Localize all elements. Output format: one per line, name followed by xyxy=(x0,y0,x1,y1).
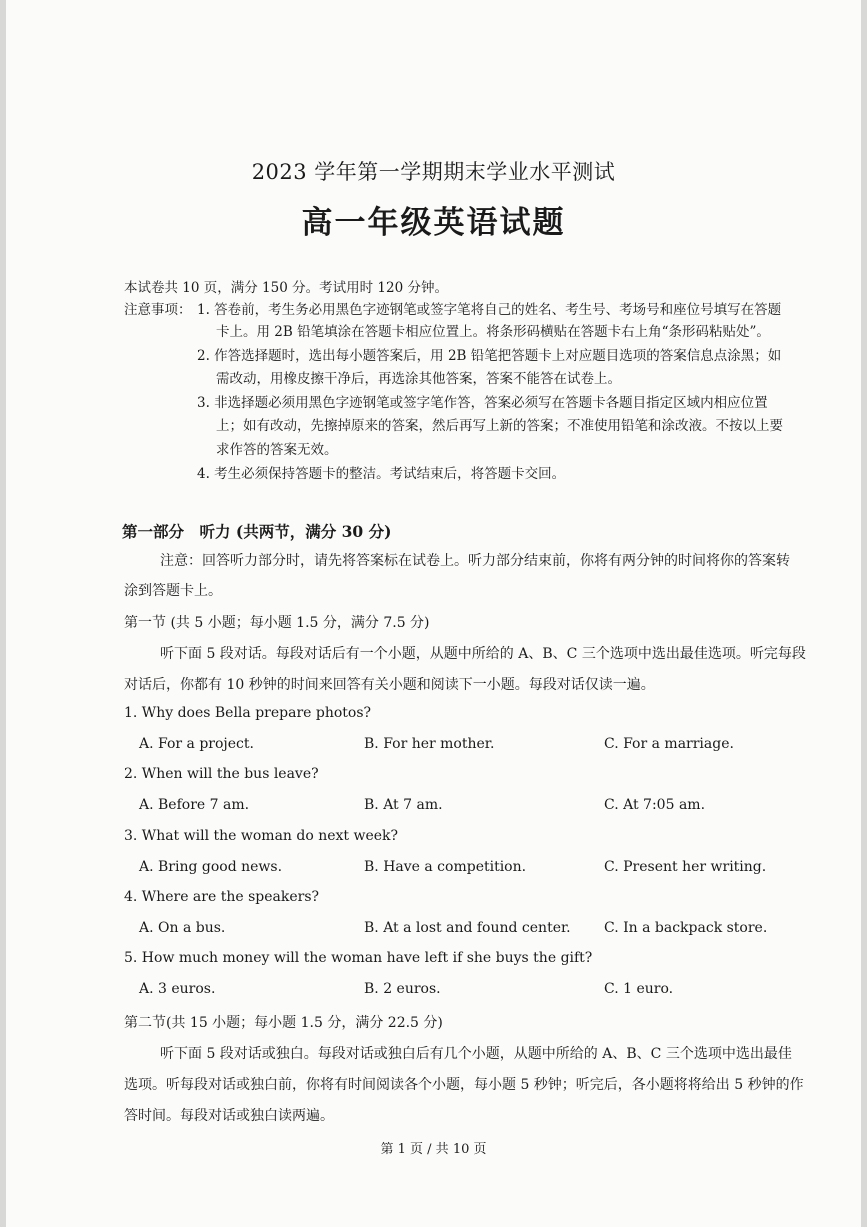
exam-info: 本试卷共 10 页，满分 150 分。考试用时 120 分钟。 xyxy=(124,280,448,296)
section2-heading: 第二节(共 15 小题；每小题 1.5 分，满分 22.5 分) xyxy=(124,1015,443,1031)
question-1-option-b: B. For her mother. xyxy=(364,736,495,752)
note-1-line-2: 卡上。用 2B 铅笔填涂在答题卡相应位置上。将条形码横贴在答题卡右上角“条形码粘贴处”。 xyxy=(216,324,770,340)
question-5: 5. How much money will the woman have left if she buys the gift? xyxy=(124,950,593,966)
question-2: 2. When will the bus leave? xyxy=(124,766,319,782)
note-2-line-1: 2. 作答选择题时，选出每小题答案后，用 2B 铅笔把答题卡上对应题目选项的答案信息点涂黑；如 xyxy=(197,348,782,364)
exam-subtitle: 2023 学年第一学期期末学业水平测试 xyxy=(251,160,616,184)
page-footer: 第 1 页 / 共 10 页 xyxy=(380,1142,487,1157)
note-1-line-1: 1. 答卷前，考生务必用黑色字迹钢笔或签字笔将自己的姓名、考生号、考场号和座位号填写在答题 xyxy=(197,302,782,318)
question-1-option-a: A. For a project. xyxy=(139,736,254,752)
question-5-option-b: B. 2 euros. xyxy=(364,981,441,997)
question-3-option-b: B. Have a competition. xyxy=(364,859,527,875)
part1-note-line-1: 注意：回答听力部分时，请先将答案标在试卷上。听力部分结束前，你将有两分钟的时间将你的答案转 xyxy=(160,553,790,569)
part1-heading: 第一部分 听力 (共两节，满分 30 分) xyxy=(122,522,392,541)
question-4: 4. Where are the speakers? xyxy=(124,889,320,905)
question-4-option-b: B. At a lost and found center. xyxy=(364,920,571,936)
section2-instructions-line-3: 答时间。每段对话或独白读两遍。 xyxy=(124,1108,334,1124)
question-4-option-c: C. In a backpack store. xyxy=(604,920,768,936)
part1-note-line-2: 涂到答题卡上。 xyxy=(124,583,222,599)
section2-instructions-line-1: 听下面 5 段对话或独白。每段对话或独白后有几个小题，从题中所给的 A、B、C 三个选项中选出最佳 xyxy=(160,1046,792,1062)
question-4-option-a: A. On a bus. xyxy=(139,920,226,936)
question-3-option-a: A. Bring good news. xyxy=(139,859,283,875)
question-2-option-a: A. Before 7 am. xyxy=(139,797,250,813)
section1-instructions-line-2: 对话后，你都有 10 秒钟的时间来回答有关小题和阅读下一小题。每段对话仅读一遍。 xyxy=(124,677,655,693)
note-2-line-2: 需改动，用橡皮擦干净后，再选涂其他答案，答案不能答在试卷上。 xyxy=(216,371,621,387)
question-1-option-c: C. For a marriage. xyxy=(604,736,734,752)
question-1: 1. Why does Bella prepare photos? xyxy=(124,705,372,721)
notes-label: 注意事项： xyxy=(124,302,192,318)
question-3-option-c: C. Present her writing. xyxy=(604,859,767,875)
question-5-option-c: C. 1 euro. xyxy=(604,981,674,997)
question-5-option-a: A. 3 euros. xyxy=(139,981,216,997)
question-3: 3. What will the woman do next week? xyxy=(124,828,399,844)
section1-instructions-line-1: 听下面 5 段对话。每段对话后有一个小题，从题中所给的 A、B、C 三个选项中选出最佳选项。听完每段 xyxy=(160,646,806,662)
question-2-option-c: C. At 7:05 am. xyxy=(604,797,706,813)
note-3-line-3: 求作答的答案无效。 xyxy=(216,442,338,458)
note-3-line-1: 3. 非选择题必须用黑色字迹钢笔或签字笔作答，答案必须写在答题卡各题目指定区域内相应位置 xyxy=(197,395,768,411)
note-3-line-2: 上；如有改动，先擦掉原来的答案，然后再写上新的答案；不准使用铅笔和涂改液。不按以上要 xyxy=(216,418,783,434)
section2-instructions-line-2: 选项。听每段对话或独白前，你将有时间阅读各个小题，每小题 5 秒钟；听完后，各小题将将给出 5 秒钟的作 xyxy=(124,1077,804,1093)
question-2-option-b: B. At 7 am. xyxy=(364,797,443,813)
exam-title: 高一年级英语试题 xyxy=(301,205,566,241)
section1-heading: 第一节 (共 5 小题；每小题 1.5 分，满分 7.5 分) xyxy=(124,615,430,631)
note-4-line-1: 4. 考生必须保持答题卡的整洁。考试结束后，将答题卡交回。 xyxy=(197,466,566,482)
